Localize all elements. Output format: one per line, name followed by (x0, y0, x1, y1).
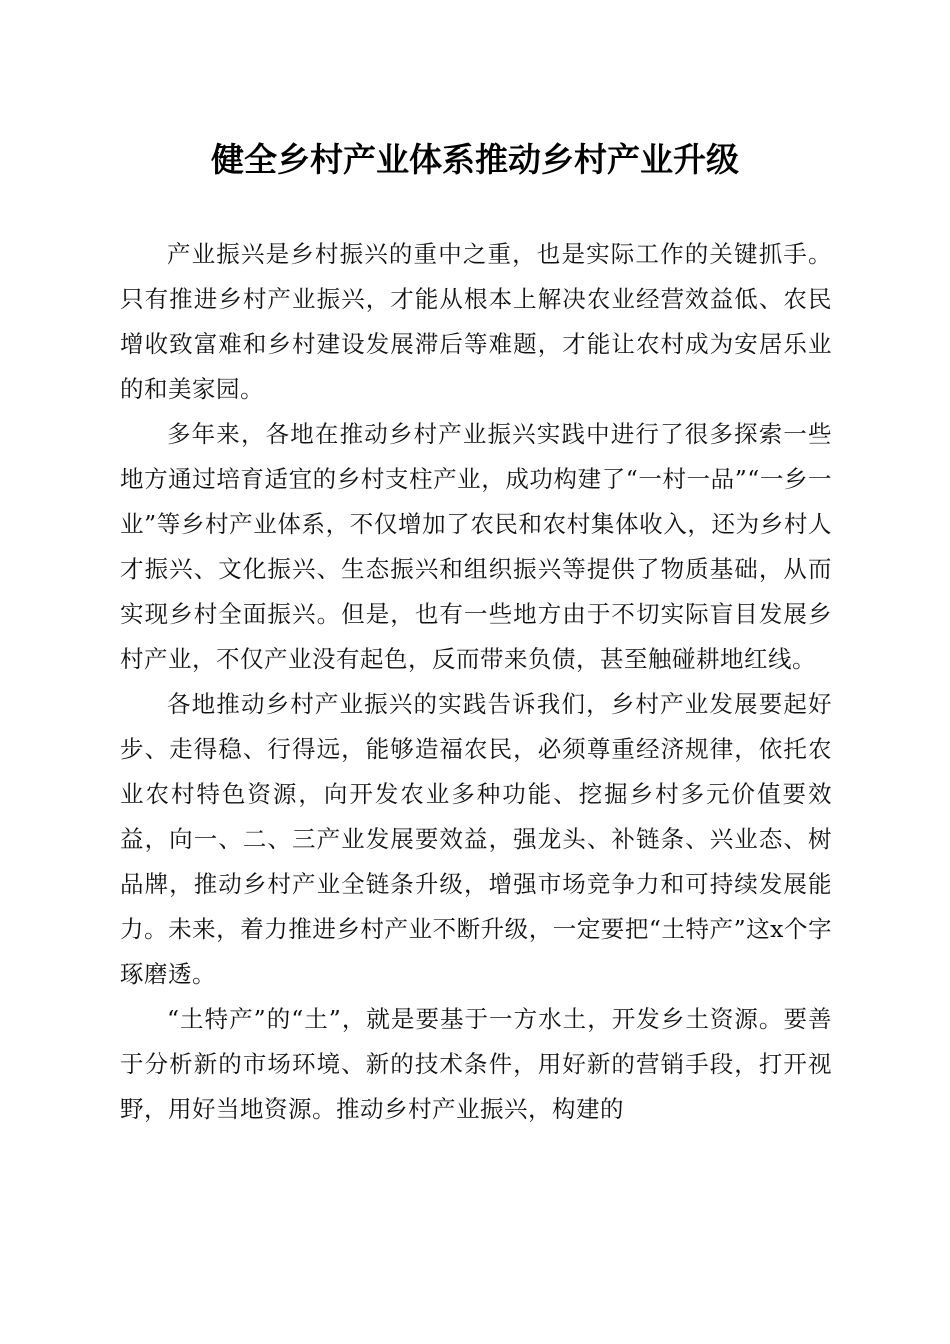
paragraph-2: 多年来，各地在推动乡村产业振兴实践中进行了很多探索一些地方通过培育适宜的乡村支柱产业，成功构建了“一村一品”“一乡一业”等乡村产业体系，不仅增加了农民和农村集体收入，还为乡村人才振兴、文化振兴、生态振兴和组织振兴等提供了物质基础，从而实现乡村全面振兴。但是，也有一些地方由于不切实际盲目发展乡村产业，不仅产业没有起色，反而带来负债，甚至触碰耕地红线。 (120, 420, 832, 673)
paragraph-3: 各地推动乡村产业振兴的实践告诉我们，乡村产业发展要起好步、走得稳、行得远，能够造福农民，必须尊重经济规律，依托农业农村特色资源，向开发农业多种功能、挖掘乡村多元价值要效益，向一、二、三产业发展要效益，强龙头、补链条、兴业态、树品牌，推动乡村产业全链条升级，增强市场竞争力和可持续发展能力。未来，着力推进乡村产业不断升级，一定要把“土特产”这x个字琢磨透。 (120, 690, 832, 988)
document-title: 健全乡村产业体系推动乡村产业升级 (211, 140, 739, 179)
document-body (120, 232, 832, 1132)
paragraph-1: 产业振兴是乡村振兴的重中之重，也是实际工作的关键抓手。只有推进乡村产业振兴，才能从根本上解决农业经营效益低、农民增收致富难和乡村建设发展滞后等难题，才能让农村成为安居乐业的和美家园。 (120, 240, 832, 403)
paragraph-4: “土特产”的“土”，就是要基于一方水土，开发乡土资源。要善于分析新的市场环境、新的技术条件，用好新的营销手段，打开视野，用好当地资源。推动乡村产业振兴，构建的 (120, 1005, 832, 1123)
